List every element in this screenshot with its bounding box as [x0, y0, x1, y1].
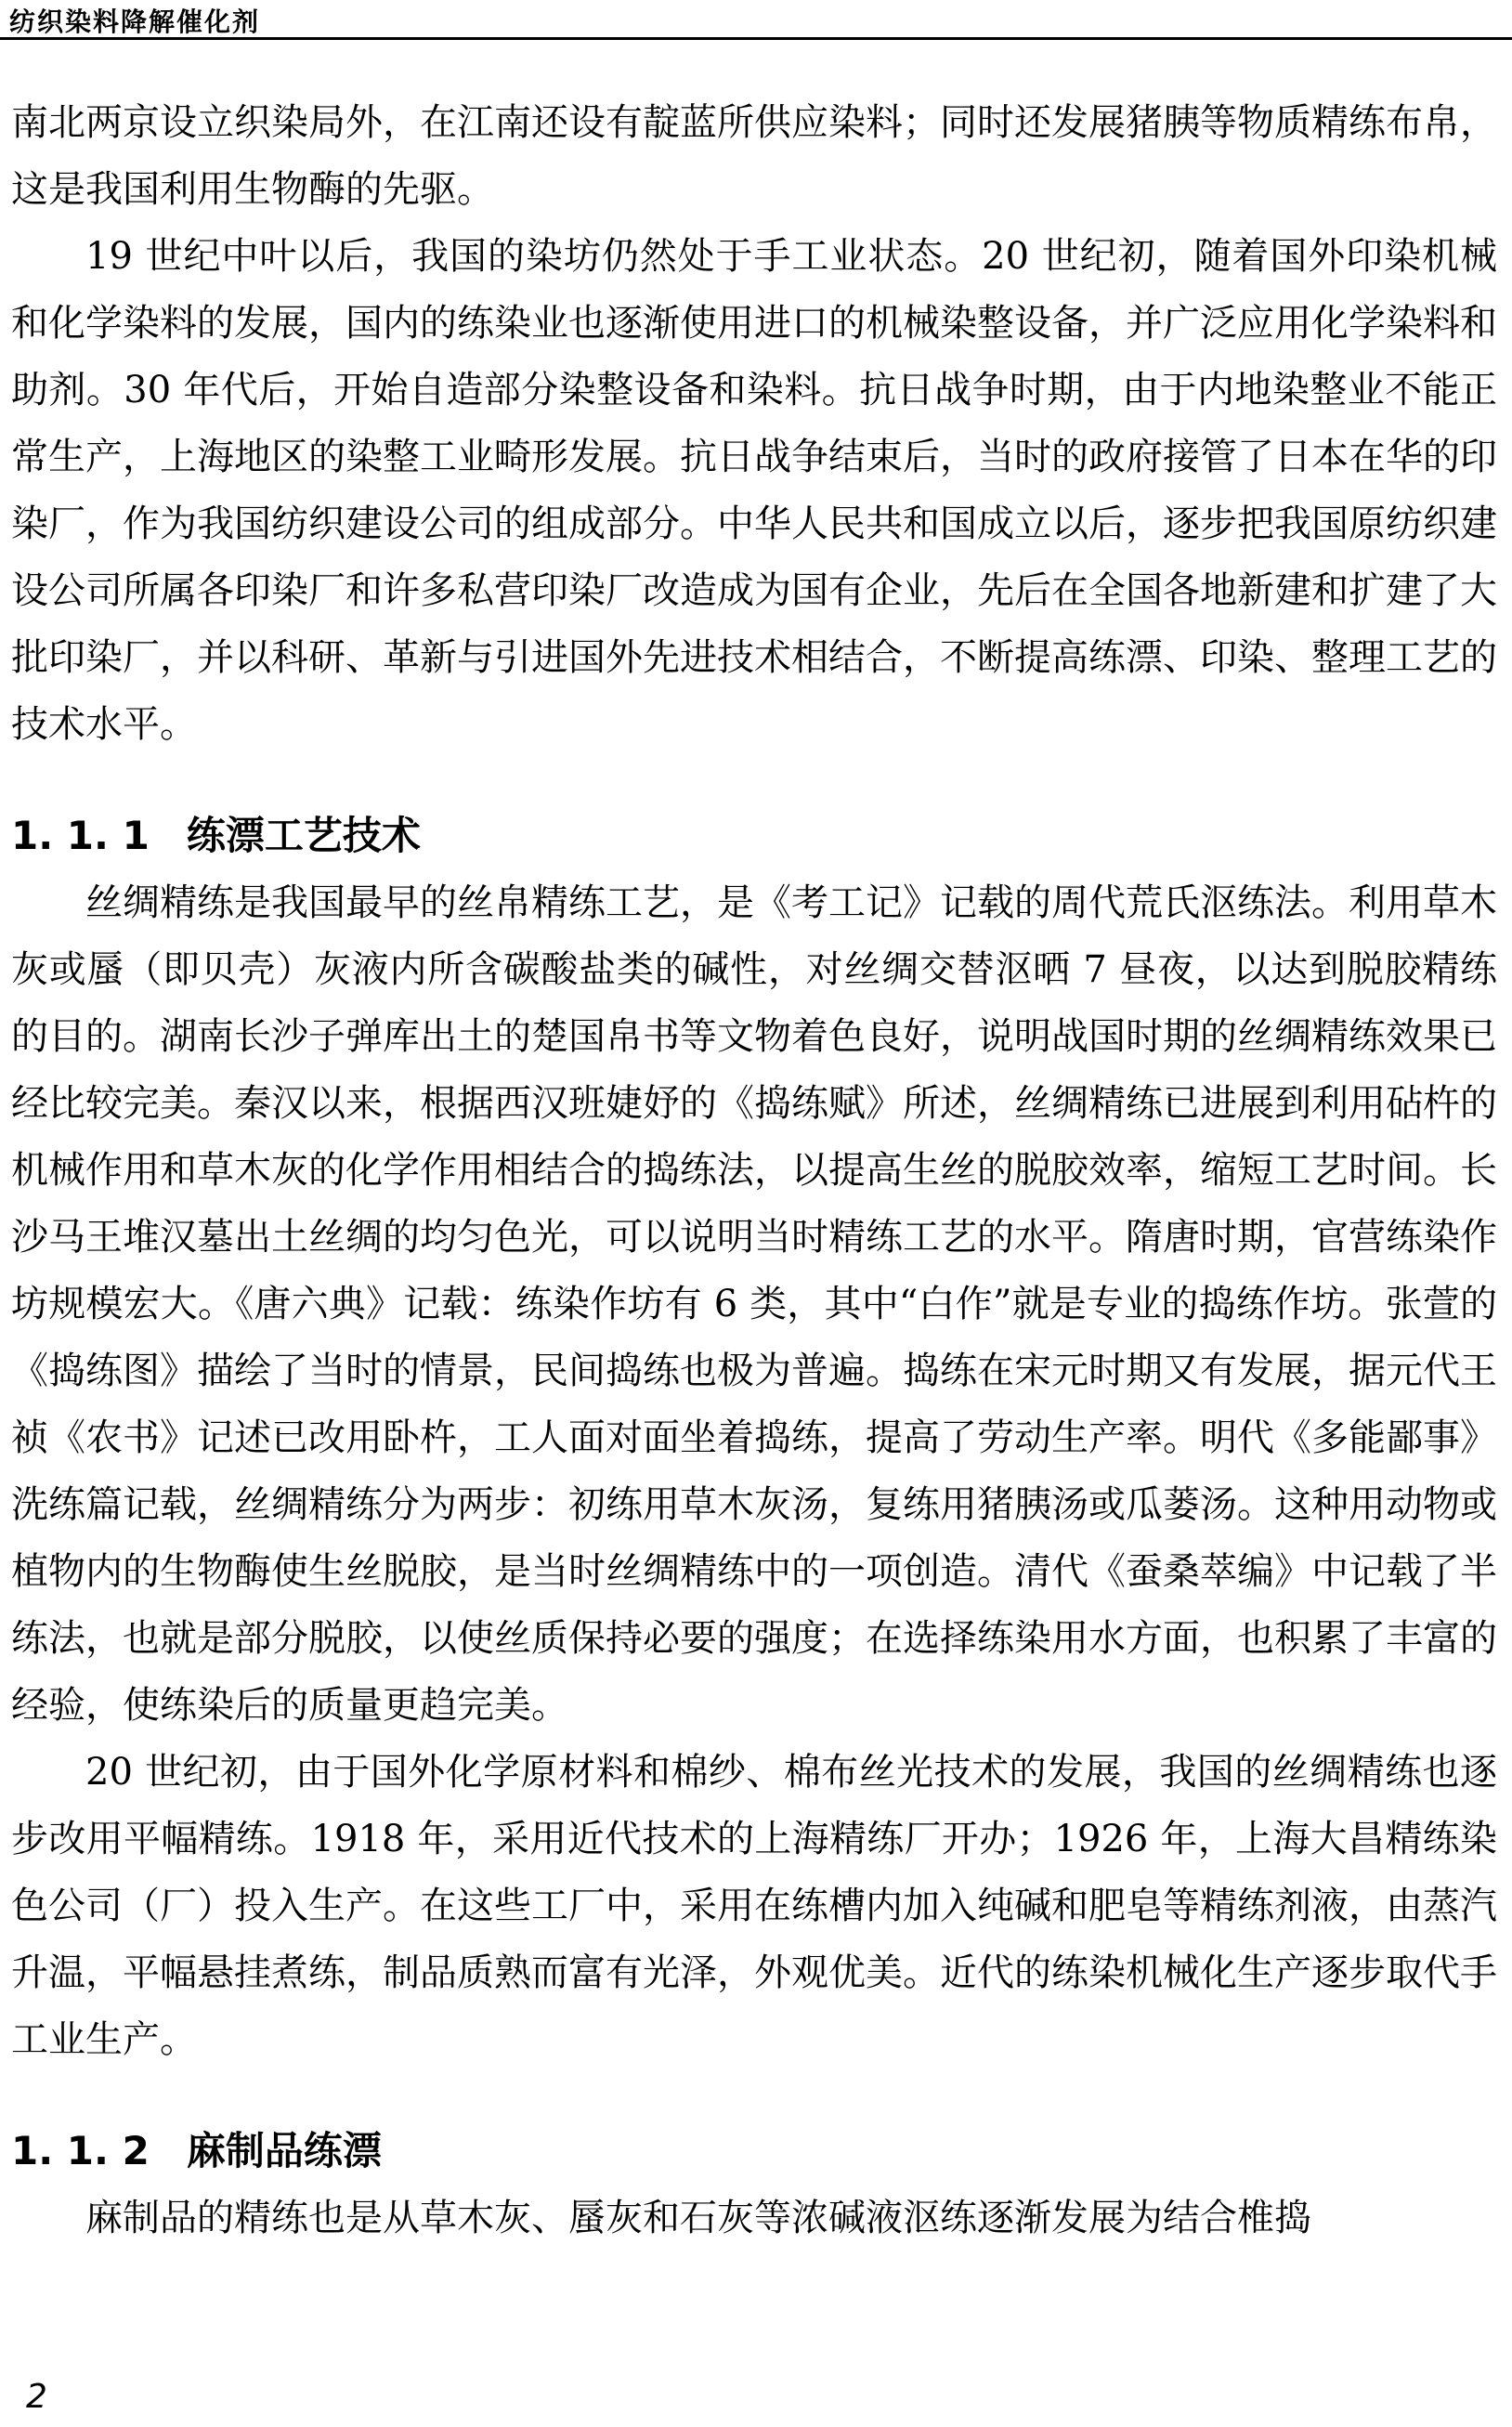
running-header [0, 0, 1512, 40]
running-header-title: 纺织染料降解催化剂 [9, 7, 261, 37]
paragraph: 20 世纪初，由于国外化学原材料和棉纱、棉布丝光技术的发展，我国的丝绸精练也逐步改用平幅精练。1918 年，采用近代技术的上海精练厂开办；1926 年，上海大昌精练染色公司（厂）投入生产。在这些工厂中，采用在练槽内加入纯碱和肥皂等精练剂液，由蒸汽升温，平幅悬挂煮练，制品质熟而富有光泽，外观优美。近代的练染机械化生产逐步取代手工业生产。 [11, 1751, 1497, 2061]
paragraph: 南北两京设立织染局外，在江南还设有靛蓝所供应染料；同时还发展猪胰等物质精练布帛，这是我国利用生物酶的先驱。 [11, 101, 1497, 211]
section-number: 1. 1. 1 [11, 813, 150, 858]
paragraph: 19 世纪中叶以后，我国的染坊仍然处于手工业状态。20 世纪初，随着国外印染机械和化学染料的发展，国内的练染业也逐渐使用进口的机械染整设备，并广泛应用化学染料和助剂。30 年代后，开始自造部分染整设备和染料。抗日战争时期，由于内地染整业不能正常生产，上海地区的染整工业畸形发展。抗日战争结束后，当时的政府接管了日本在华的印染厂，作为我国纺织建设公司的组成部分。中华人民共和国成立以后，逐步把我国原纺织建设公司所属各印染厂和许多私营印染厂改造成为国有企业，先后在全国各地新建和扩建了大批印染厂，并以科研、革新与引进国外先进技术相结合，不断提高练漂、印染、整理工艺的技术水平。 [11, 235, 1497, 746]
section-number: 1. 1. 2 [11, 2128, 150, 2173]
paragraph: 丝绸精练是我国最早的丝帛精练工艺，是《考工记》记载的周代荒氏沤练法。利用草木灰或蜃（即贝壳）灰液内所含碳酸盐类的碱性，对丝绸交替沤晒 7 昼夜，以达到脱胶精练的目的。湖南长沙子弹库出土的楚国帛书等文物着色良好，说明战国时期的丝绸精练效果已经比较完美。秦汉以来，根据西汉班婕妤的《捣练赋》所述，丝绸精练已进展到利用砧杵的机械作用和草木灰的化学作用相结合的捣练法，以提高生丝的脱胶效率，缩短工艺时间。长沙马王堆汉墓出土丝绸的均匀色光，可以说明当时精练工艺的水平。隋唐时期，官营练染作坊规模宏大。《唐六典》记载：练染作坊有 6 类，其中“白作”就是专业的捣练作坊。张萱的《捣练图》描绘了当时的情景，民间捣练也极为普遍。捣练在宋元时期又有发展，据元代王祯《农书》记述已改用卧杵，工人面对面坐着捣练，提高了劳动生产率。明代《多能鄙事》洗练篇记载，丝绸精练分为两步：初练用草木灰汤，复练用猪胰汤或瓜蒌汤。这种用动物或植物内的生物酶使生丝脱胶，是当时丝绸精练中的一项创造。清代《蚕桑萃编》中记载了半练法，也就是部分脱胶，以使丝质保持必要的强度；在选择练染用水方面，也积累了丰富的经验，使练染后的质量更趋完美。 [11, 881, 1497, 1727]
section-title: 麻制品练漂 [186, 2128, 382, 2173]
section-heading [11, 2118, 1497, 2185]
paragraph: 麻制品的精练也是从草木灰、蜃灰和石灰等浓碱液沤练逐渐发展为结合椎捣 [85, 2197, 1311, 2239]
page-number: 2 [26, 2378, 47, 2416]
section-heading [11, 802, 1497, 869]
body-text [11, 89, 1497, 2251]
section-title: 练漂工艺技术 [186, 813, 421, 858]
